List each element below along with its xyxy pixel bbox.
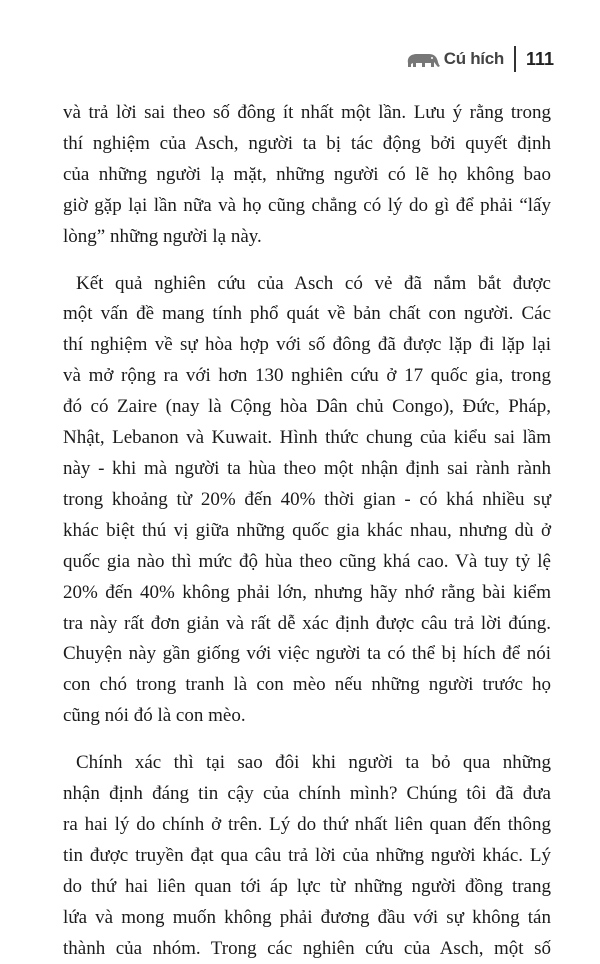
text-line: 20% đến 40% không phải lớn, nhưng hãy nhớ rằng bài kiểm bbox=[63, 581, 551, 603]
text-line: Kết quả nghiên cứu của Asch có vẻ đã nắm bắt được bbox=[76, 272, 551, 294]
paragraph-gap bbox=[63, 732, 551, 748]
text-line: do thứ hai liên quan tới áp lực từ những người đồng trang bbox=[63, 875, 551, 897]
text-line: và trả lời sai theo số đông ít nhất một lần. Lưu ý rằng trong bbox=[63, 102, 551, 123]
text-line: tra này rất đơn giản và rất dễ xác định được câu trả lời đúng. bbox=[63, 612, 551, 634]
elephant-icon bbox=[405, 49, 441, 69]
text-line: cũng nói đó là con mèo. bbox=[63, 705, 246, 727]
text-line: Chính xác thì tại sao đôi khi người ta bỏ qua những bbox=[76, 752, 551, 774]
text-line: và mở rộng ra với hơn 130 nghiên cứu ở 17 quốc gia, trong bbox=[63, 365, 551, 387]
text-line: thí nghiệm về sự hòa hợp với số đông đã được lặp đi lặp lại bbox=[63, 334, 551, 356]
running-header bbox=[405, 44, 554, 74]
text-line: lòng” những người lạ này. bbox=[63, 225, 262, 247]
header-divider bbox=[514, 46, 516, 72]
text-line: thí nghiệm của Asch, người ta bị tác động bởi quyết định bbox=[63, 132, 551, 154]
text-line: thành của nhóm. Trong các nghiên cứu của Asch, một số bbox=[63, 937, 551, 959]
text-line: đó có Zaire (nay là Cộng hòa Dân chủ Congo), Đức, Pháp, bbox=[63, 396, 551, 418]
text-line: của những người lạ mặt, những người có lẽ họ không bao bbox=[63, 163, 551, 185]
text-line: nhận định đáng tin cậy của chính mình? Chúng tôi đã đưa bbox=[63, 783, 551, 805]
text-line: một vấn đề mang tính phổ quát về bản chất con người. Các bbox=[63, 303, 551, 325]
text-line: con chó trong tranh là con mèo nếu những người trước họ bbox=[63, 674, 551, 696]
page-number: 111 bbox=[525, 48, 554, 69]
text-line: lứa và mong muốn không phải đương đầu với sự không tán bbox=[63, 906, 551, 928]
body-text bbox=[63, 98, 551, 964]
paragraph bbox=[63, 748, 551, 964]
book-title: Cú hích bbox=[443, 49, 504, 68]
text-line: Chuyện này gần giống với việc người ta có thể bị hích để nói bbox=[63, 643, 551, 665]
text-line: này - khi mà người ta hùa theo một nhận định sai rành rành bbox=[63, 457, 551, 479]
text-line: Nhật, Lebanon và Kuwait. Hình thức chung của kiểu sai lầm bbox=[63, 427, 551, 449]
text-line: quốc gia nào thì mức độ hùa theo cũng khá cao. Và tuy tỷ lệ bbox=[63, 550, 551, 572]
paragraph bbox=[63, 269, 551, 733]
paragraph bbox=[63, 98, 551, 253]
paragraph-gap bbox=[63, 253, 551, 269]
text-line: ra hai lý do chính ở trên. Lý do thứ nhất liên quan đến thông bbox=[63, 813, 551, 835]
text-line: khác biệt thú vị giữa những quốc gia khác nhau, nhưng dù ở bbox=[63, 519, 551, 541]
text-line: giờ gặp lại lần nữa và họ cũng chẳng có lý do gì để phải “lấy bbox=[63, 194, 551, 216]
text-line: tin được truyền đạt qua câu trả lời của những người khác. Lý bbox=[63, 844, 551, 866]
text-line: trong khoảng từ 20% đến 40% thời gian - có khá nhiều sự bbox=[63, 488, 551, 510]
